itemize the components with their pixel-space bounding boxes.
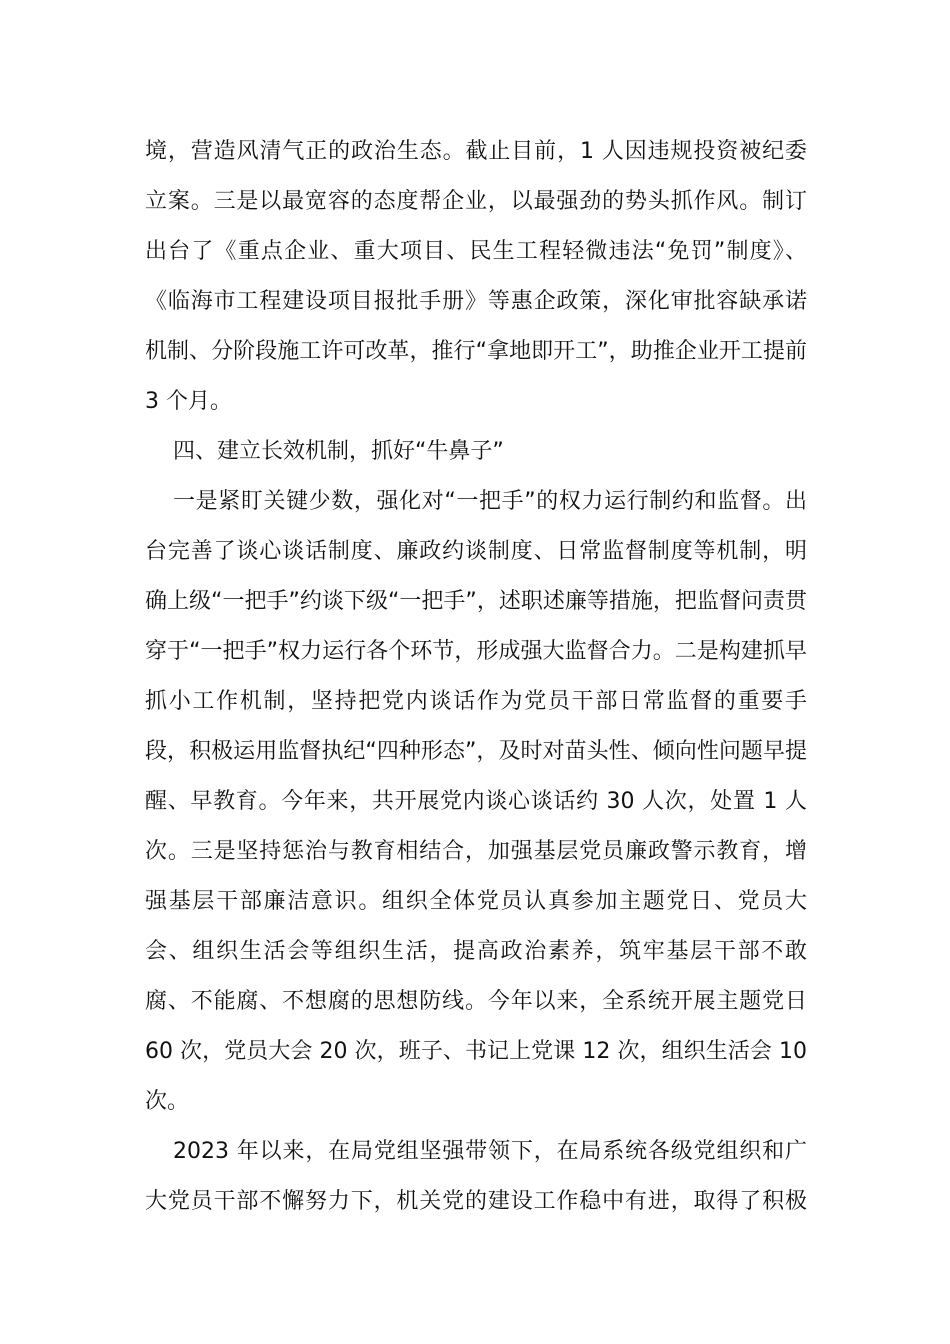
text-line: 3 个月。 xyxy=(145,389,232,414)
text-line: 穿于“一把手”权力运行各个环节，形成强大监督合力。二是构建抓早 xyxy=(145,639,807,664)
text-line: 强基层干部廉洁意识。组织全体党员认真参加主题党日、党员大 xyxy=(145,889,807,914)
text-line: 段，积极运用监督执纪“四种形态”，及时对苗头性、倾向性问题早提 xyxy=(145,739,807,764)
text-line: 次。 xyxy=(145,1089,190,1114)
text-line: 抓小工作机制，坚持把党内谈话作为党员干部日常监督的重要手 xyxy=(145,689,807,714)
text-line: 次。三是坚持惩治与教育相结合，加强基层党员廉政警示教育，增 xyxy=(145,839,807,864)
section-heading: 四、建立长效机制，抓好“牛鼻子” xyxy=(173,439,504,464)
text-line: 确上级“一把手”约谈下级“一把手”，述职述廉等措施，把监督问责贯 xyxy=(145,589,807,614)
text-line: 大党员干部不懈努力下，机关党的建设工作稳中有进，取得了积极 xyxy=(145,1189,807,1214)
text-line: 台完善了谈心谈话制度、廉政约谈制度、日常监督制度等机制，明 xyxy=(145,539,807,564)
text-line: 60 次，党员大会 20 次，班子、书记上党课 12 次，组织生活会 10 xyxy=(145,1039,807,1064)
text-line: 2023 年以来，在局党组坚强带领下，在局系统各级党组织和广 xyxy=(173,1139,807,1164)
text-line: 境，营造风清气正的政治生态。截止目前，1 人因违规投资被纪委 xyxy=(145,139,807,164)
text-line: 醒、早教育。今年来，共开展党内谈心谈话约 30 人次，处置 1 人 xyxy=(145,789,807,814)
text-line: 会、组织生活会等组织生活，提高政治素养，筑牢基层干部不敢 xyxy=(145,939,807,964)
document-body xyxy=(145,127,807,1227)
text-line: 一是紧盯关键少数，强化对“一把手”的权力运行制约和监督。出 xyxy=(173,489,807,514)
text-line: 机制、分阶段施工许可改革，推行“拿地即开工”，助推企业开工提前 xyxy=(145,339,807,364)
text-line: 立案。三是以最宽容的态度帮企业，以最强劲的势头抓作风。制订 xyxy=(145,189,807,214)
text-line: 腐、不能腐、不想腐的思想防线。今年以来，全系统开展主题党日 xyxy=(145,989,807,1014)
text-line: 出台了《重点企业、重大项目、民生工程轻微违法“免罚”制度》、 xyxy=(145,239,807,264)
text-line: 《临海市工程建设项目报批手册》等惠企政策，深化审批容缺承诺 xyxy=(145,289,807,314)
